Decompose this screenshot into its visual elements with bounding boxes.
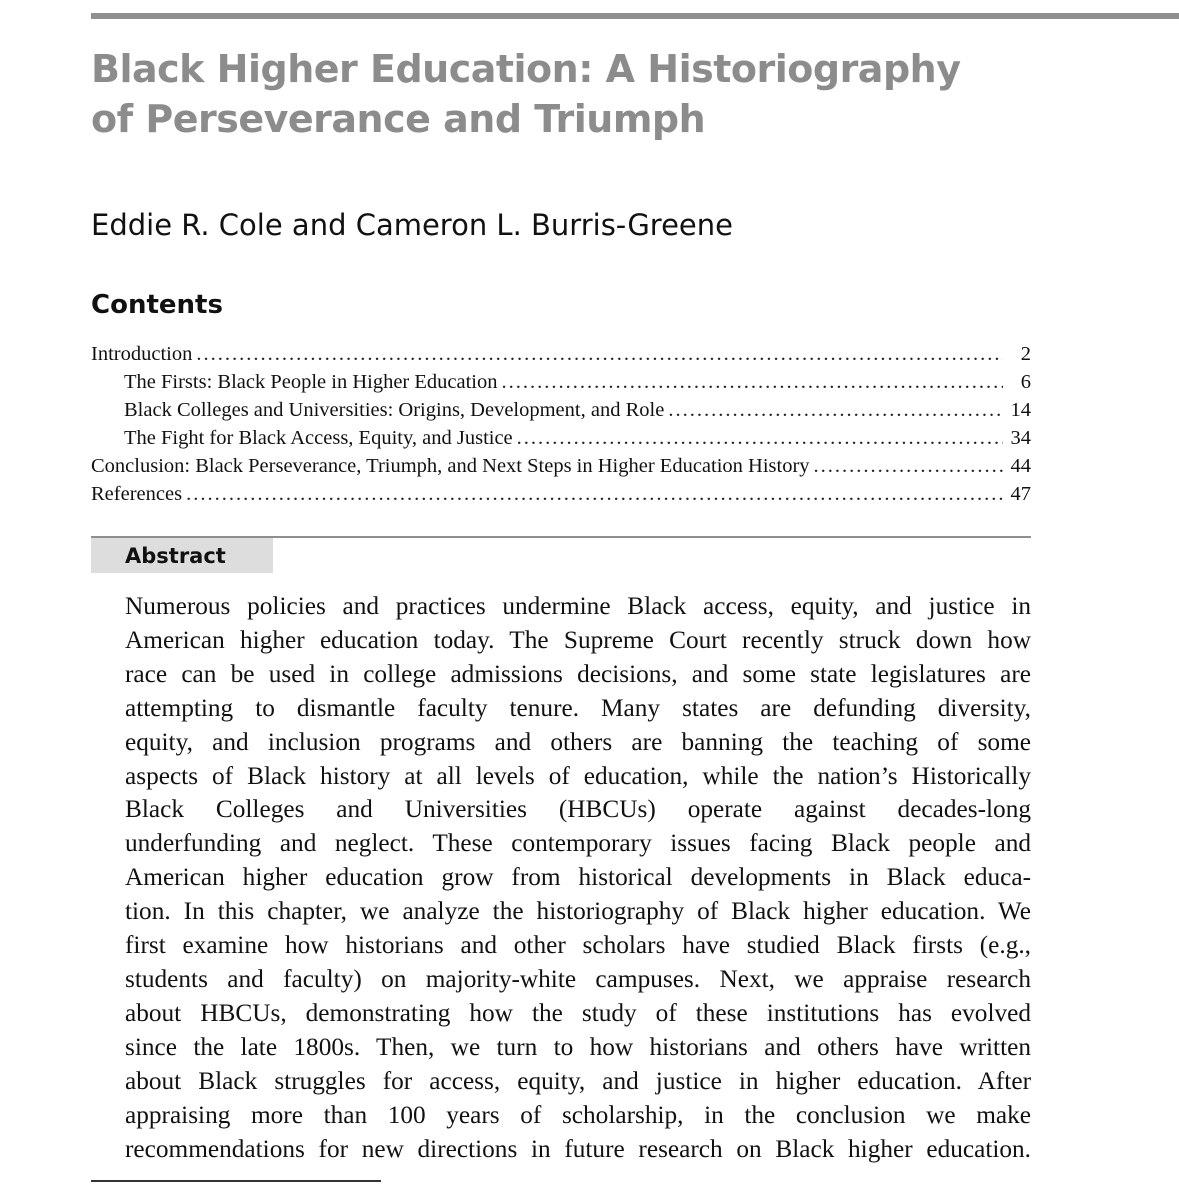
toc-entry-label: The Fight for Black Access, Equity, and Justice [124, 427, 513, 449]
table-of-contents [91, 340, 1031, 508]
toc-entry-label: Black Colleges and Universities: Origins, Development, and Role [124, 399, 665, 421]
toc-entry-references[interactable] [91, 480, 1031, 508]
toc-entry-conclusion[interactable] [91, 452, 1031, 480]
toc-dot-leader [810, 452, 1003, 480]
abstract-heading: Abstract [125, 544, 226, 568]
toc-entry-page: 34 [1010, 427, 1031, 449]
abstract-line: about Black struggles for access, equity, and justice in higher education. After [125, 1066, 1031, 1095]
toc-dot-leader [513, 424, 1003, 452]
abstract-line: about HBCUs, demonstrating how the study of these institutions has evolved [125, 998, 1031, 1027]
chapter-title-line-1: Black Higher Education: A Historiography [91, 47, 961, 91]
abstract-line: Black Colleges and Universities (HBCUs) operate against decades-long [125, 795, 1031, 824]
toc-entry-page: 6 [1020, 371, 1031, 393]
toc-entry-page: 2 [1020, 343, 1031, 365]
contents-heading: Contents [91, 290, 223, 320]
abstract-line: Numerous policies and practices undermine Black access, equity, and justice in [125, 592, 1031, 620]
abstract-body [125, 590, 1031, 1166]
toc-dot-leader [182, 480, 1003, 508]
toc-entry-the-fight[interactable] [91, 424, 1031, 452]
chapter-title-line-2: of Perseverance and Triumph [91, 97, 706, 141]
toc-entry-page: 44 [1010, 455, 1031, 477]
toc-entry-label: References [91, 483, 183, 505]
toc-entry-page: 47 [1010, 483, 1031, 505]
abstract-line: first examine how historians and other scholars have studied Black firsts (e.g., [125, 931, 1031, 960]
abstract-line: underfunding and neglect. These contemporary issues facing Black people and [125, 829, 1031, 858]
abstract-line: equity, and inclusion programs and others are banning the teaching of some [125, 727, 1031, 756]
toc-entry-the-firsts[interactable] [91, 368, 1031, 396]
abstract-line: aspects of Black history at all levels of education, while the nation’s Historically [125, 761, 1031, 790]
top-rule [91, 13, 1179, 19]
toc-entry-label: Introduction [91, 343, 193, 365]
abstract-line: tion. In this chapter, we analyze the historiography of Black higher education. We [125, 897, 1031, 926]
abstract-line: appraising more than 100 years of scholarship, in the conclusion we make [125, 1100, 1031, 1129]
chapter-title [91, 44, 1091, 144]
abstract-line: attempting to dismantle faculty tenure. Many states are defunding diversity, [125, 693, 1031, 722]
abstract-line: American higher education grow from historical developments in Black educa- [125, 863, 1031, 892]
abstract-line: recommendations for new directions in future research on Black higher education. [125, 1134, 1031, 1163]
abstract-line: race can be used in college admissions decisions, and some state legislatures are [125, 659, 1031, 688]
toc-entry-introduction[interactable] [91, 340, 1031, 368]
toc-dot-leader [497, 368, 1003, 396]
toc-entry-black-colleges[interactable] [91, 396, 1031, 424]
toc-dot-leader [192, 340, 1003, 368]
toc-entry-page: 14 [1010, 399, 1031, 421]
footnote-rule [91, 1180, 381, 1182]
authors: Eddie R. Cole and Cameron L. Burris-Greene [91, 208, 733, 242]
abstract-line: students and faculty) on majority-white campuses. Next, we appraise research [125, 964, 1031, 993]
toc-entry-label: The Firsts: Black People in Higher Education [124, 371, 498, 393]
abstract-line: American higher education today. The Supreme Court recently struck down how [125, 625, 1031, 654]
toc-entry-label: Conclusion: Black Perseverance, Triumph, and Next Steps in Higher Education History [91, 455, 810, 477]
toc-dot-leader [664, 396, 1003, 424]
abstract-line: since the late 1800s. Then, we turn to how historians and others have written [125, 1032, 1031, 1061]
